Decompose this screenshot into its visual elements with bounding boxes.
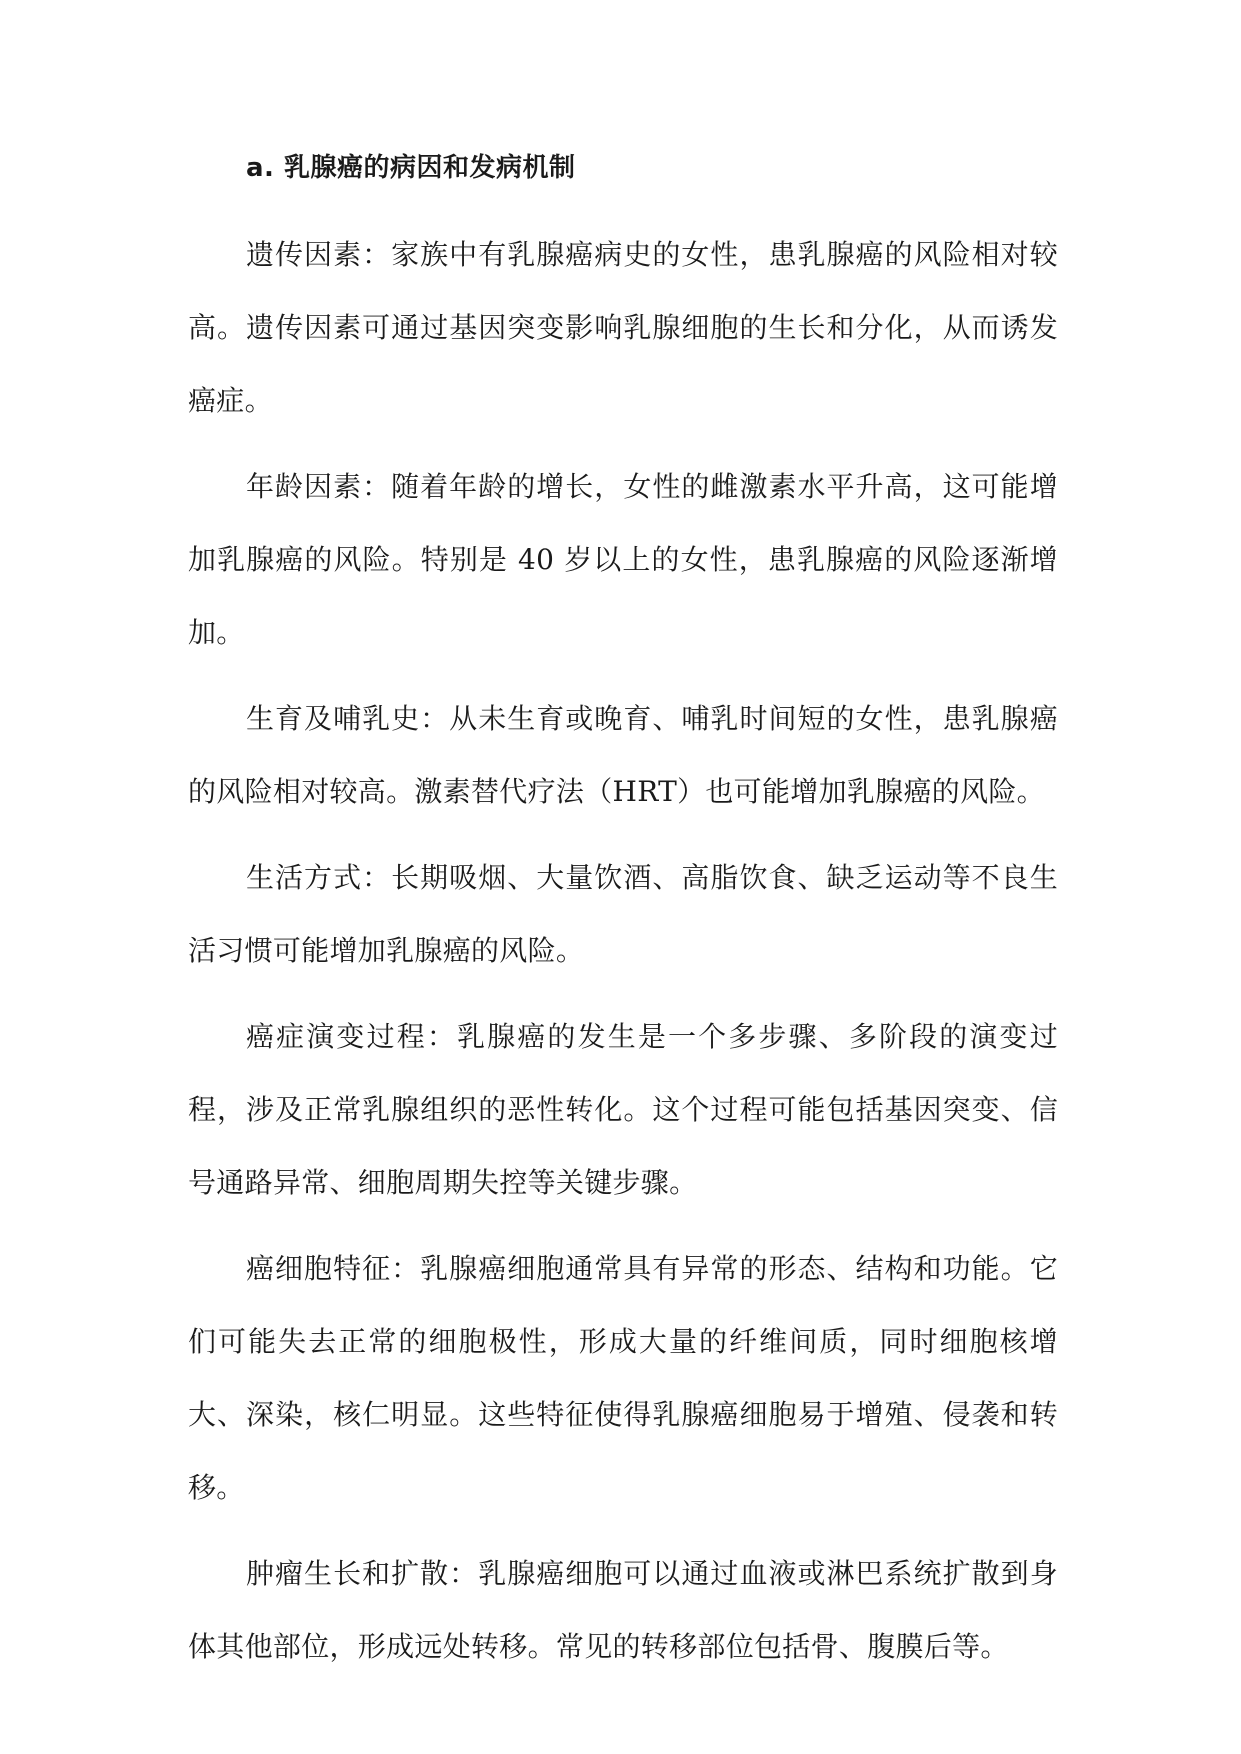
paragraph-tumor-spread: 肿瘤生长和扩散：乳腺癌细胞可以通过血液或淋巴系统扩散到身体其他部位，形成远处转移。常见的转移部位包括骨、腹膜后等。 [188, 1557, 1058, 1663]
paragraph-genetic-factors: 遗传因素：家族中有乳腺癌病史的女性，患乳腺癌的风险相对较高。遗传因素可通过基因突变影响乳腺细胞的生长和分化，从而诱发癌症。 [188, 238, 1058, 417]
paragraph-lifestyle: 生活方式：长期吸烟、大量饮酒、高脂饮食、缺乏运动等不良生活习惯可能增加乳腺癌的风险。 [188, 861, 1058, 967]
paragraph-age-factors: 年龄因素：随着年龄的增长，女性的雌激素水平升高，这可能增加乳腺癌的风险。特别是 40 岁以上的女性，患乳腺癌的风险逐渐增加。 [188, 470, 1058, 649]
paragraph-cancer-evolution: 癌症演变过程：乳腺癌的发生是一个多步骤、多阶段的演变过程，涉及正常乳腺组织的恶性转化。这个过程可能包括基因突变、信号通路异常、细胞周期失控等关键步骤。 [188, 1020, 1058, 1199]
paragraph-cell-features: 癌细胞特征：乳腺癌细胞通常具有异常的形态、结构和功能。它们可能失去正常的细胞极性，形成大量的纤维间质，同时细胞核增大、深染，核仁明显。这些特征使得乳腺癌细胞易于增殖、侵袭和转移。 [188, 1252, 1058, 1504]
paragraph-reproductive-history: 生育及哺乳史：从未生育或晚育、哺乳时间短的女性，患乳腺癌的风险相对较高。激素替代疗法（HRT）也可能增加乳腺癌的风险。 [188, 702, 1058, 808]
section-heading: a. 乳腺癌的病因和发病机制 [246, 153, 576, 183]
document-body [188, 148, 1058, 1696]
